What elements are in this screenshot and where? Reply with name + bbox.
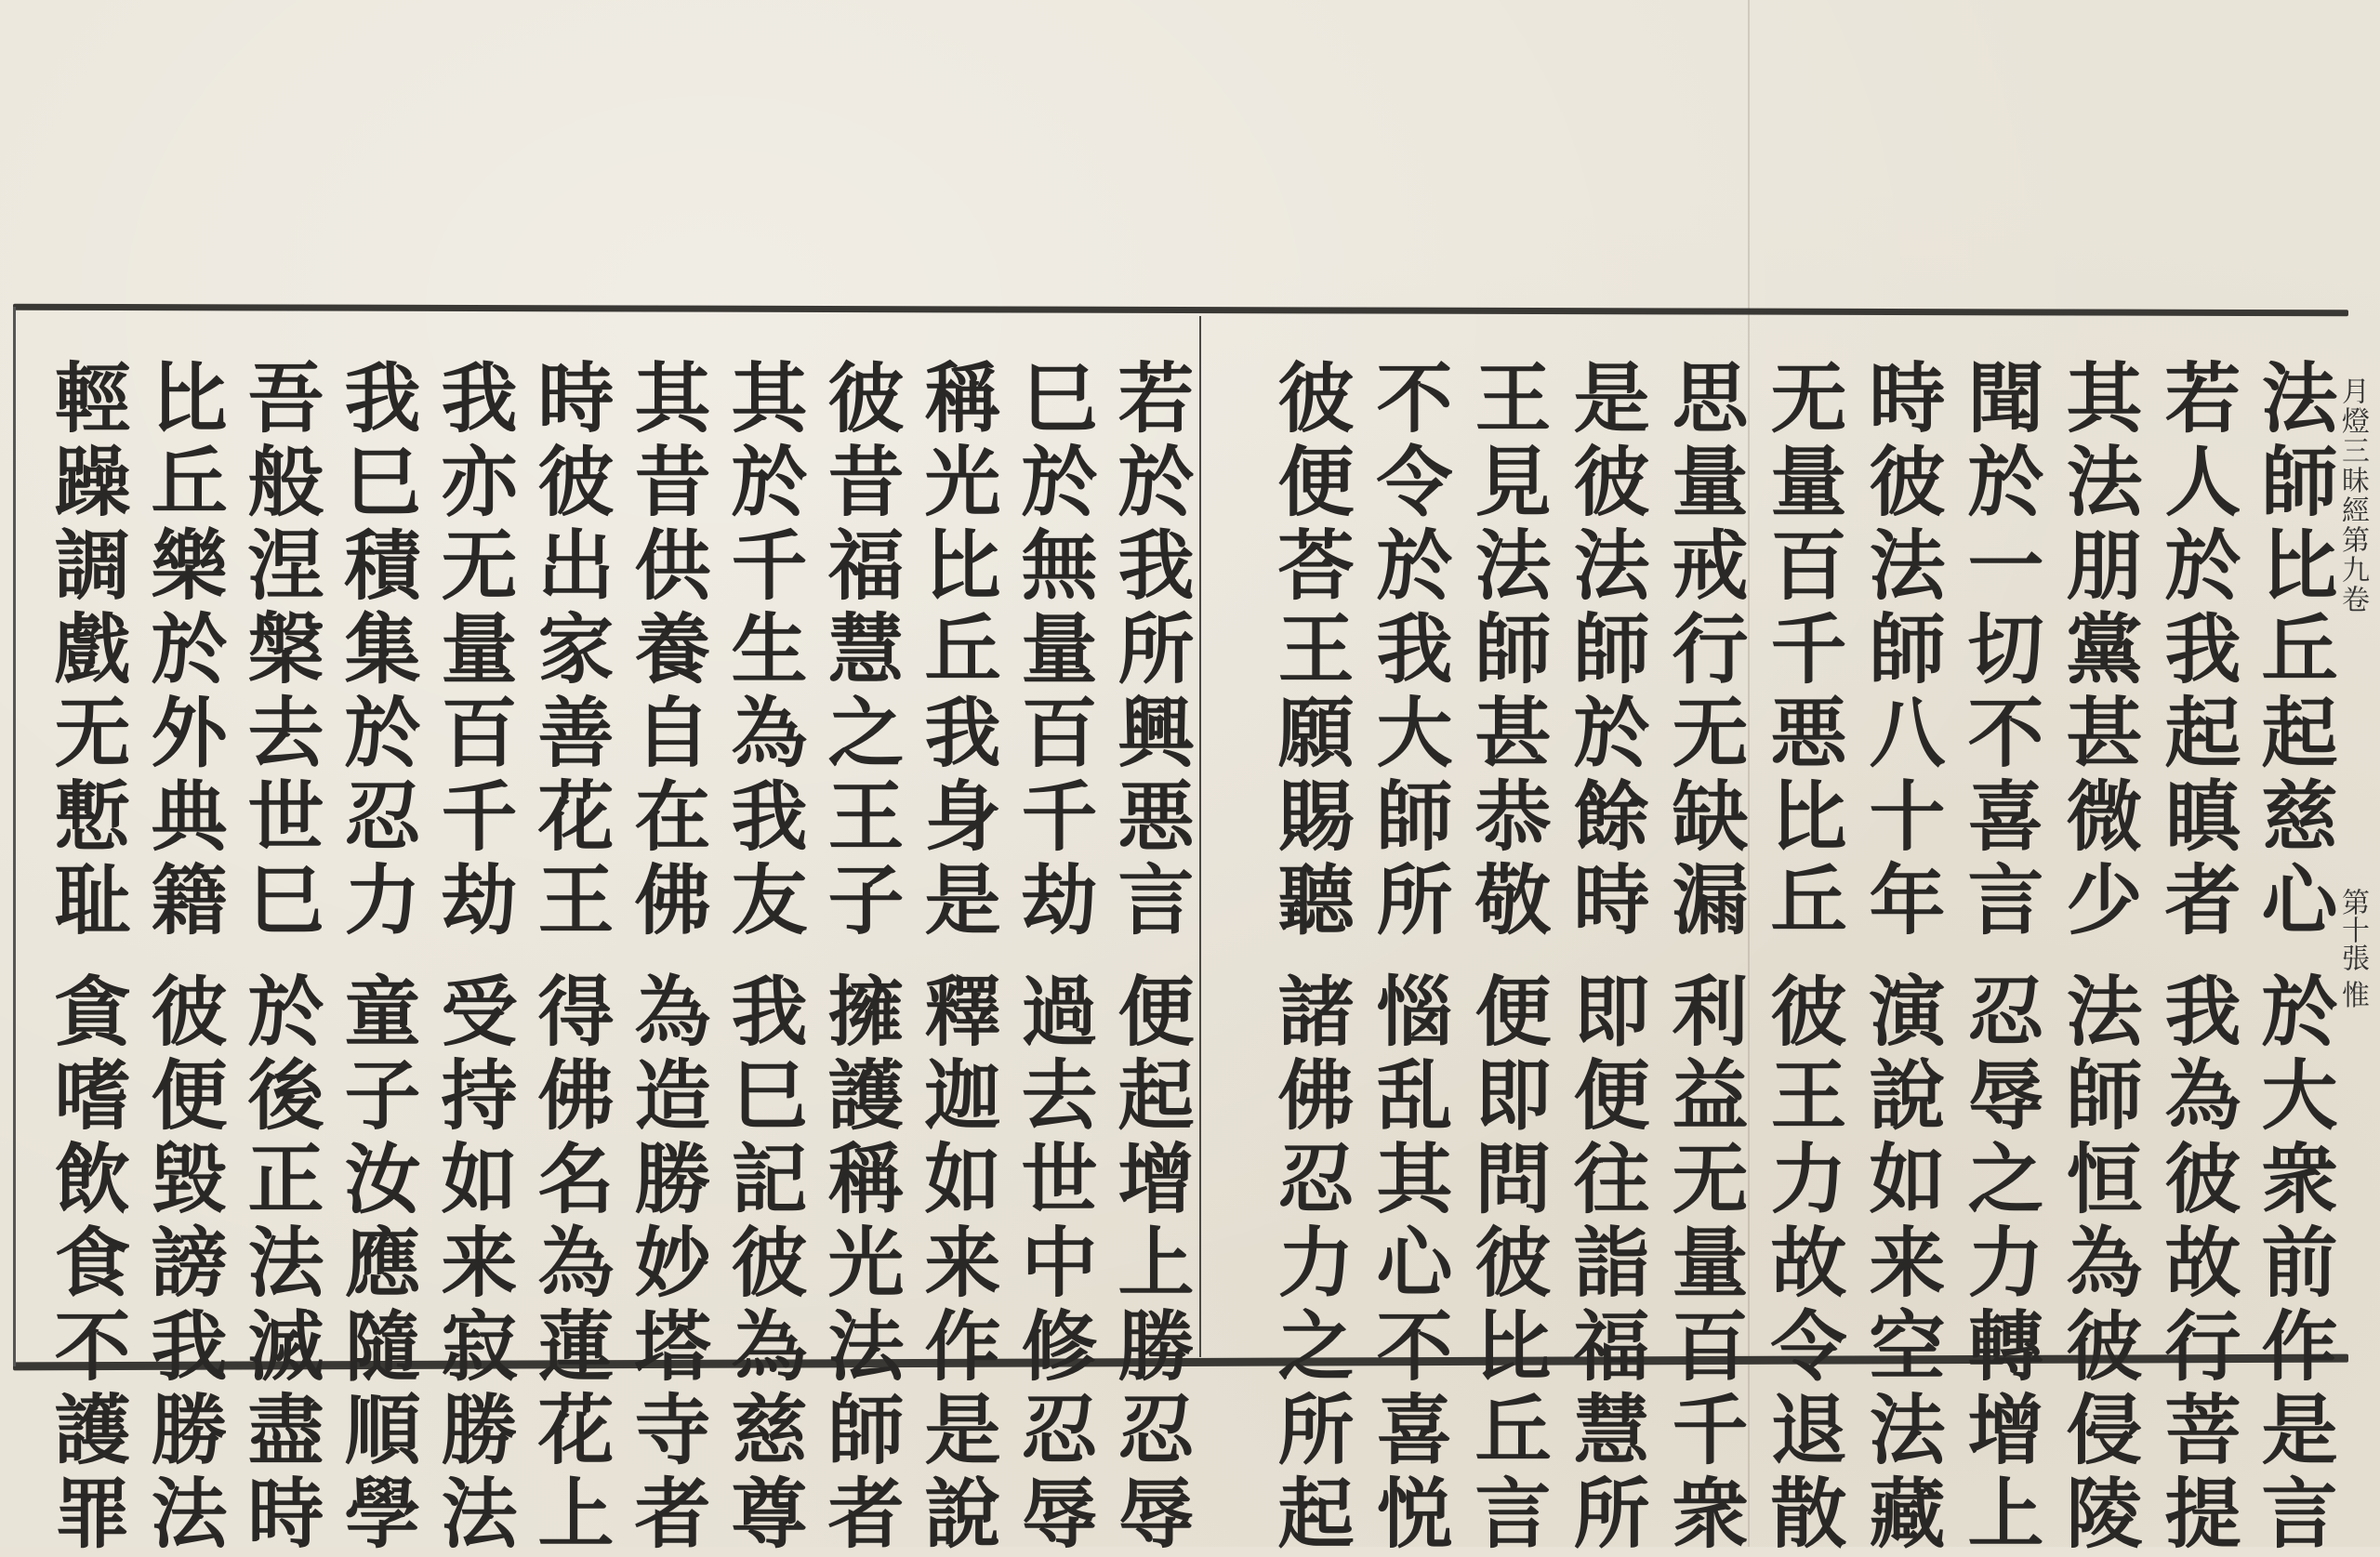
text-column: 不令於我大師所惱乱其心不喜悦 xyxy=(1364,358,1453,1557)
text-column: 稱光比丘我身是釋迦如来作是說 xyxy=(912,358,1001,1557)
text-column: 時彼出家善花王得佛名為蓮花上 xyxy=(525,358,615,1557)
leaf-number: 第十張 惟 xyxy=(2336,888,2369,1009)
text-column: 彼昔福慧之王子擁護稱光法師者 xyxy=(815,358,905,1557)
text-column: 聞於一切不喜言忍辱之力轉增上 xyxy=(1955,358,2044,1557)
left-border-rule xyxy=(13,307,16,1366)
text-column: 若人於我起瞋者我為彼故行菩提 xyxy=(2152,358,2241,1557)
text-column: 巳於無量百千劫過去世中修忍辱 xyxy=(1009,358,1098,1557)
center-divider-line xyxy=(1199,316,1201,1357)
text-column: 其於千生為我友我巳記彼為慈尊 xyxy=(719,358,808,1557)
text-column: 我巳積集於忍力童子汝應隨順學 xyxy=(332,358,421,1557)
margin-title: 月燈三昧經第九卷 xyxy=(2336,376,2369,614)
text-column: 輕躁調戲无慙耻貪嗜飲食不護罪 xyxy=(42,358,131,1557)
text-column: 其法朋黨甚微少法師恒為彼侵陵 xyxy=(2054,358,2143,1557)
text-column: 法師比丘起慈心於大衆前作是言 xyxy=(2249,358,2338,1557)
text-column: 是彼法師於餘時即便往詣福慧所 xyxy=(1561,358,1650,1557)
text-column: 其昔供養自在佛為造勝妙塔寺者 xyxy=(622,358,711,1557)
text-column: 无量百千悪比丘彼王力故令退散 xyxy=(1758,358,1847,1557)
text-column: 時彼法師八十年演說如来空法藏 xyxy=(1857,358,1946,1557)
text-column: 王見法師甚恭敬便即問彼比丘言 xyxy=(1462,358,1552,1557)
text-column: 思量戒行无缺漏利益无量百千衆 xyxy=(1659,358,1749,1557)
text-column: 比丘樂於外典籍彼便毀謗我勝法 xyxy=(139,358,228,1557)
text-column: 吾般涅槃去世巳於後正法滅盡時 xyxy=(235,358,324,1557)
text-column: 我亦无量百千劫受持如来寂勝法 xyxy=(429,358,518,1557)
text-column: 彼便荅王願賜聽諸佛忍力之所起 xyxy=(1265,358,1355,1557)
text-column: 若於我所興悪言便起增上勝忍辱 xyxy=(1105,358,1195,1557)
